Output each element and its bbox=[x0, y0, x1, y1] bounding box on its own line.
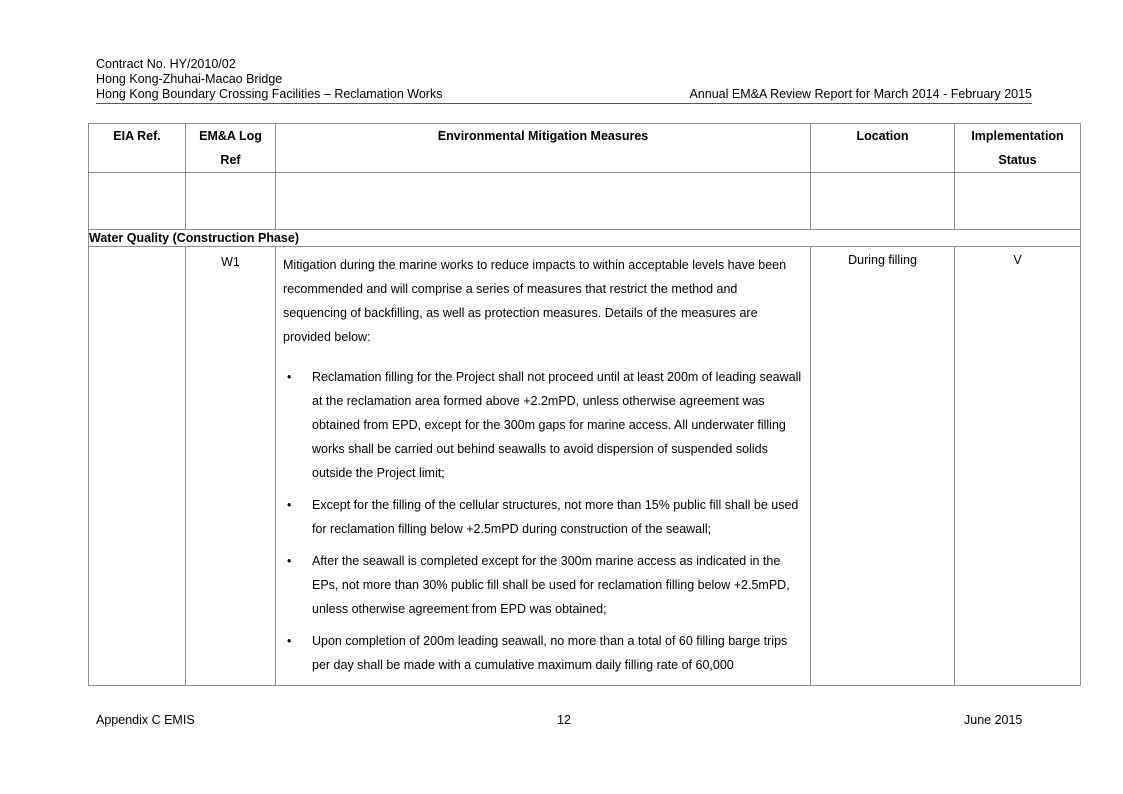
col-location: Location bbox=[811, 124, 955, 173]
contract-number: Contract No. HY/2010/02 bbox=[96, 57, 236, 71]
cell-status: V bbox=[955, 247, 1081, 686]
page-number: 12 bbox=[557, 713, 571, 727]
list-item: • After the seawall is completed except for the 300m marine access as indicated in the EPs, not more than 30% public fill shall be used for reclamation filling below +2.5mPD, unless otherwise agreement from EPD was obtained; bbox=[283, 549, 802, 621]
list-item: • Upon completion of 200m leading seawall, no more than a total of 60 filling barge trips per day shall be made with a cumulative maximum daily filling rate of 60,000 bbox=[283, 629, 802, 677]
cell-measures bbox=[276, 247, 811, 686]
col-status: Implementation Status bbox=[955, 124, 1081, 173]
footer-date: June 2015 bbox=[964, 713, 1023, 727]
project-name: Hong Kong-Zhuhai-Macao Bridge bbox=[96, 72, 283, 86]
bullet-icon: • bbox=[287, 634, 292, 648]
bullet-icon: • bbox=[287, 554, 292, 568]
cell-eia-ref bbox=[89, 247, 186, 686]
section-heading: Water Quality (Construction Phase) bbox=[89, 230, 1081, 247]
mitigation-measures-table bbox=[88, 123, 1081, 686]
table-row bbox=[89, 247, 1081, 686]
bullet-icon: • bbox=[287, 498, 292, 512]
table-row-empty bbox=[89, 173, 1081, 230]
measures-intro: Mitigation during the marine works to reduce impacts to within acceptable levels have been recommended and will comprise a series of measures that restrict the method and sequencing of backfilling, as well as protection measures. Details of the measures are provided below: bbox=[283, 258, 787, 344]
table-header-row bbox=[89, 124, 1081, 173]
bullet-icon: • bbox=[287, 370, 292, 384]
col-ema-log-ref: EM&A Log Ref bbox=[186, 124, 276, 173]
col-measures: Environmental Mitigation Measures bbox=[276, 124, 811, 173]
list-item: • Except for the filling of the cellular structures, not more than 15% public fill shall be used for reclamation filling below +2.5mPD during construction of the seawall; bbox=[283, 493, 802, 541]
list-item: • Reclamation filling for the Project shall not proceed until at least 200m of leading seawall at the reclamation area formed above +2.2mPD, unless otherwise agreement was obtained from EPD, except for the 300m gaps for marine access. All underwater filling works shall be carried out behind seawalls to avoid dispersion of suspended solids outside the Project limit; bbox=[283, 365, 802, 485]
works-name: Hong Kong Boundary Crossing Facilities – Reclamation Works bbox=[96, 87, 443, 101]
section-heading-row bbox=[89, 230, 1081, 247]
measures-list bbox=[283, 365, 802, 677]
cell-ema-log-ref: W1 bbox=[186, 247, 276, 686]
cell-location: During filling bbox=[811, 247, 955, 686]
col-eia-ref: EIA Ref. bbox=[89, 124, 186, 173]
footer-appendix: Appendix C EMIS bbox=[96, 713, 195, 727]
page-header bbox=[96, 57, 1032, 102]
header-divider bbox=[96, 103, 1032, 104]
report-title: Annual EM&A Review Report for March 2014 - February 2015 bbox=[689, 87, 1032, 101]
